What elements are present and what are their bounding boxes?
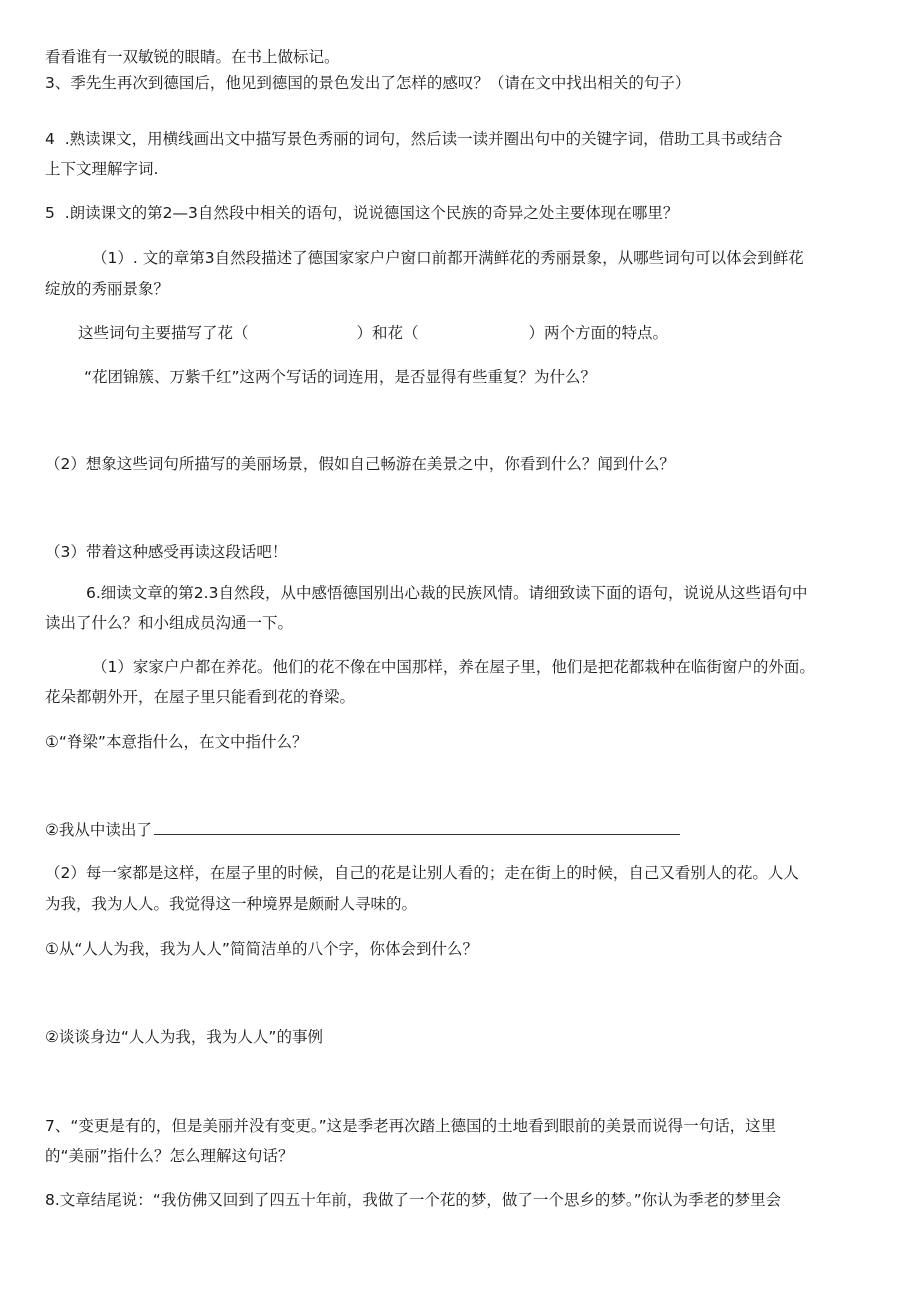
question-6-line-2: 读出了什么？和小组成员沟通一下。	[45, 614, 294, 632]
question-6-1-b-label: ②我从中读出了	[45, 821, 152, 839]
question-6-2-a: ①从“人人为我，我为人人”简简洁单的八个字，你体会到什么？	[45, 940, 478, 958]
question-5-1-line-1: （1）. 文的章第3自然段描述了德国家家户户窗口前都开满鲜花的秀丽景象，从哪些词句可以体会到鲜花	[92, 249, 804, 267]
question-4-line-1: 4 .熟读课文，用横线画出文中描写景色秀丽的词句，然后读一读并圈出句中的关键字词，借助工具书或结合	[45, 130, 783, 148]
question-4-line-2: 上下文理解字词.	[45, 160, 159, 178]
question-5-1-line-2: 绽放的秀丽景象？	[45, 280, 170, 298]
question-6-1-line-2: 花朵都朝外开，在屋子里只能看到花的脊梁。	[45, 688, 356, 706]
fill-text-3: ）两个方面的特点。	[528, 324, 669, 342]
question-5: 5 .朗读课文的第2—3自然段中相关的语句，说说德国这个民族的奇异之处主要体现在哪里？	[45, 204, 679, 222]
question-6-1-b	[45, 819, 680, 841]
fill-text-1: 这些词句主要描写了花（	[78, 324, 249, 342]
question-5-2: （2）想象这些词句所描写的美丽场景，假如自己畅游在美景之中，你看到什么？闻到什么？	[45, 455, 675, 473]
question-7-line-2: 的“美丽”指什么？怎么理解这句话？	[45, 1147, 294, 1165]
fill-text-2: ）和花（	[356, 324, 419, 342]
question-5-1-why: “花团锦簇、万紫千红”这两个写话的词连用，是否显得有些重复？为什么？	[84, 368, 597, 386]
intro-line: 看看谁有一双敏锐的眼睛。在书上做标记。	[45, 48, 340, 66]
question-3: 3、季先生再次到德国后，他见到德国的景色发出了怎样的感叹？（请在文中找出相关的句子）	[45, 74, 691, 92]
question-5-3: （3）带着这种感受再读这段话吧！	[45, 543, 288, 561]
question-6-1-line-1: （1）家家户户都在养花。他们的花不像在中国那样，养在屋子里，他们是把花都栽种在临街窗户的外面。	[92, 658, 815, 676]
question-5-1-fill-blank	[78, 322, 668, 344]
question-6-2-line-2: 为我，我为人人。我觉得这一种境界是颇耐人寻味的。	[45, 895, 418, 913]
question-6-2-b: ②谈谈身边“人人为我，我为人人”的事例	[45, 1028, 323, 1046]
question-6-line-1: 6.细读文章的第2.3自然段，从中感悟德国别出心裁的民族风情。请细致读下面的语句，说说从这些语句中	[86, 584, 808, 602]
answer-underline[interactable]	[154, 819, 680, 835]
question-8: 8.文章结尾说：“我仿佛又回到了四五十年前，我做了一个花的梦，做了一个思乡的梦。”你认为季老的梦里会	[45, 1191, 782, 1209]
question-6-2-line-1: （2）每一家都是这样，在屋子里的时候，自己的花是让别人看的；走在街上的时候，自己又看别人的花。人人	[45, 864, 799, 882]
question-7-line-1: 7、“变更是有的，但是美丽并没有变更。”这是季老再次踏上德国的土地看到眼前的美景而说得一句话，这里	[45, 1117, 777, 1135]
question-6-1-a: ①“脊梁”本意指什么，在文中指什么？	[45, 733, 308, 751]
